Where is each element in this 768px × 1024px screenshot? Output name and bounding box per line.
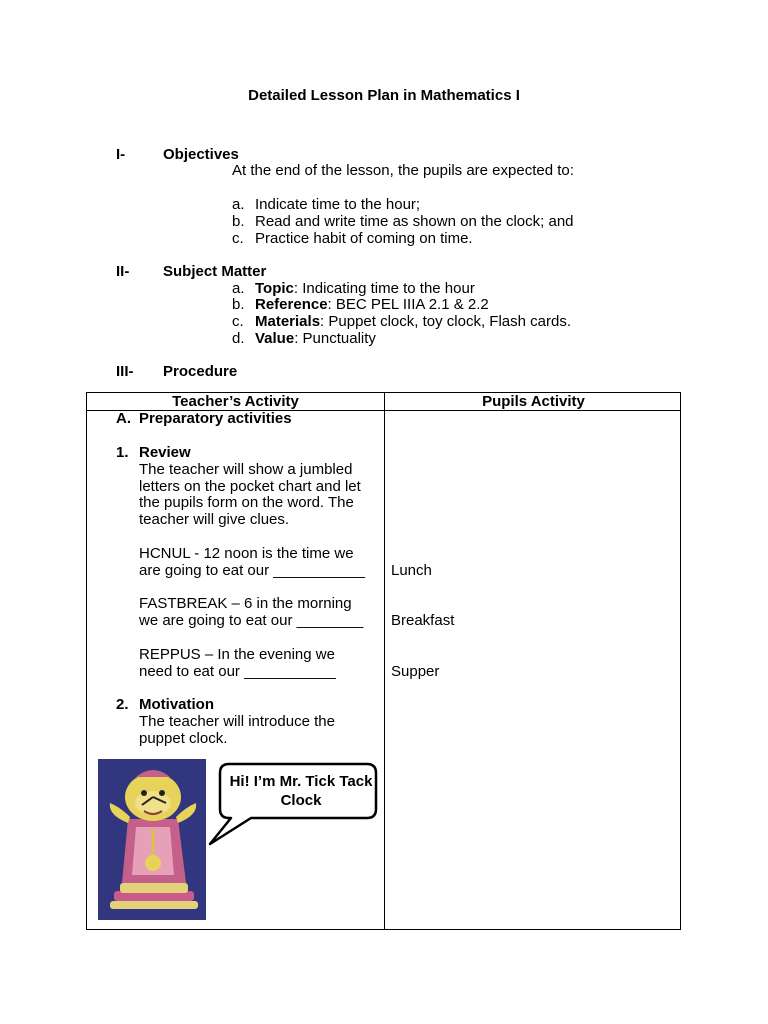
speech-bubble-text: Hi! I’m Mr. Tick Tack Clock: [229, 773, 373, 809]
objective-marker: a.: [232, 196, 245, 213]
subject-marker: a.: [232, 280, 245, 297]
column-divider: [384, 393, 385, 929]
subject-value: : Puppet clock, toy clock, Flash cards.: [320, 313, 571, 330]
review-text-line: The teacher will show a jumbled: [139, 461, 353, 478]
subject-matter-heading: Subject Matter: [163, 263, 267, 280]
objective-marker: c.: [232, 230, 244, 247]
clue-line: we are going to eat our ________: [139, 612, 364, 629]
motivation-heading: Motivation: [139, 696, 214, 713]
review-marker: 1.: [116, 444, 129, 461]
review-text-line: letters on the pocket chart and let: [139, 478, 361, 495]
subject-value: : Punctuality: [294, 330, 376, 347]
pupil-answer: Lunch: [391, 562, 432, 579]
review-heading: Review: [139, 444, 191, 461]
motivation-text-line: The teacher will introduce the: [139, 713, 335, 730]
motivation-marker: 2.: [116, 696, 129, 713]
pupils-activity-header: Pupils Activity: [482, 393, 585, 410]
objective-item: Read and write time as shown on the clock; and: [255, 213, 574, 230]
clue-line: FASTBREAK – 6 in the morning: [139, 595, 352, 612]
pupil-answer: Breakfast: [391, 612, 455, 629]
subject-item-value: [255, 330, 376, 347]
subject-label: Topic: [255, 280, 294, 297]
subject-label: Value: [255, 330, 295, 347]
page-title: Detailed Lesson Plan in Mathematics I: [248, 87, 520, 104]
clue-line: need to eat our ___________: [139, 663, 336, 680]
motivation-text-line: puppet clock.: [139, 730, 228, 747]
clue-line: REPPUS – In the evening we: [139, 646, 335, 663]
subject-marker: c.: [232, 313, 244, 330]
section-marker: A.: [116, 410, 131, 427]
subject-item-reference: [255, 296, 489, 313]
review-text-line: the pupils form on the word. The: [139, 494, 354, 511]
subject-value: : Indicating time to the hour: [293, 280, 475, 297]
clue-line: are going to eat our ___________: [139, 562, 366, 579]
clue-line: HCNUL - 12 noon is the time we: [139, 545, 354, 562]
subject-item-topic: [255, 280, 475, 297]
objectives-numeral: I-: [116, 146, 126, 163]
pupil-answer: Supper: [391, 663, 440, 680]
procedure-numeral: III-: [116, 363, 134, 380]
puppet-clock-image: [98, 759, 206, 920]
teachers-activity-header: Teacher’s Activity: [172, 393, 299, 410]
section-heading: Preparatory activities: [139, 410, 292, 427]
review-text-line: teacher will give clues.: [139, 511, 290, 528]
subject-item-materials: [255, 313, 571, 330]
objectives-heading: Objectives: [163, 146, 239, 163]
objective-item: Practice habit of coming on time.: [255, 230, 473, 247]
objective-marker: b.: [232, 213, 245, 230]
subject-label: Materials: [255, 313, 321, 330]
procedure-heading: Procedure: [163, 363, 238, 380]
subject-value: : BEC PEL IIIA 2.1 & 2.2: [327, 296, 489, 313]
subject-label: Reference: [255, 296, 328, 313]
subject-marker: d.: [232, 330, 245, 347]
objective-item: Indicate time to the hour;: [255, 196, 421, 213]
subject-matter-numeral: II-: [116, 263, 130, 280]
objectives-intro: At the end of the lesson, the pupils are expected to:: [232, 162, 574, 179]
subject-marker: b.: [232, 296, 245, 313]
